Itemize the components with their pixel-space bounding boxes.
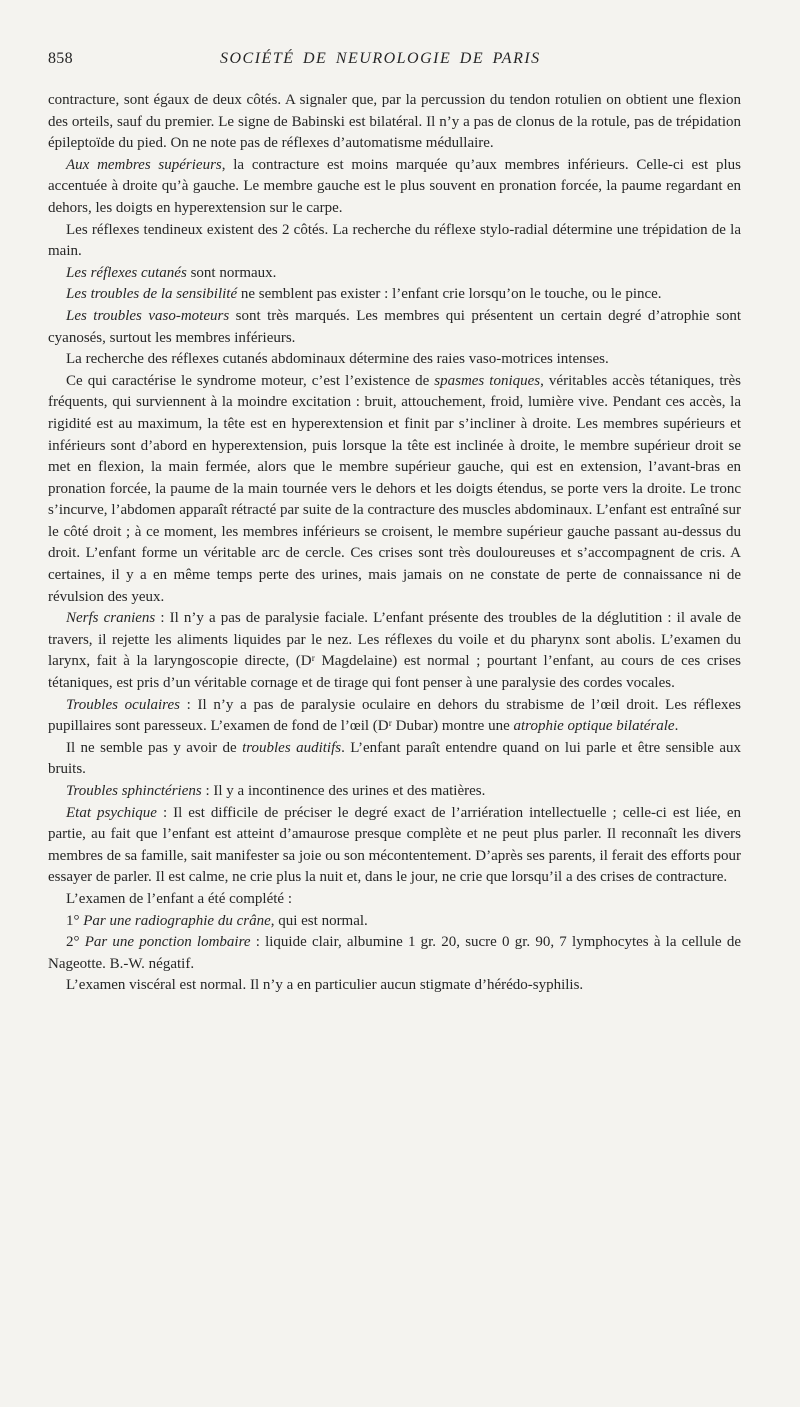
text-run: Ce qui caractérise le syndrome moteur, c’est l’existence de <box>66 372 435 389</box>
italic-text: Par une ponction lombaire <box>84 934 251 951</box>
paragraph <box>48 90 741 155</box>
italic-text: Nerfs craniens <box>66 610 156 627</box>
italic-text: Les réflexes cutanés <box>66 264 187 281</box>
text-run: Il ne semble pas y avoir de <box>66 739 243 756</box>
text-run: 2° <box>66 934 85 951</box>
paragraph <box>48 803 741 889</box>
italic-text: Etat psychique <box>66 804 157 821</box>
paragraph <box>48 306 741 349</box>
paragraph <box>48 975 741 997</box>
text-run: sont très marqués. Les membres qui présentent un certain degré d’atrophie sont cyanosés, surtout les membres inférieurs. <box>48 307 741 346</box>
text-run: sont normaux. <box>186 264 277 281</box>
article-body <box>48 90 741 997</box>
text-run: L’examen de l’enfant a été complété : <box>66 890 293 907</box>
text-run: : Il est difficile de préciser le degré exact de l’arriération intellectuelle ; celle-ci est liée, en partie, au fait que l’enfant est atteint d’amaurose presque complète et ne peut plus parler. Il reconnaît les divers membres de sa famille, sait manifester sa joie ou son mécontentement. D’après ses parents, il ferait des efforts pour essayer de parler. Il est calme, ne crie plus la nuit et, dans le jour, ne crie que lorsqu’il a des crises de contracture. <box>48 804 742 886</box>
text-run: 1° <box>66 912 84 929</box>
paragraph <box>48 155 741 220</box>
paragraph <box>48 263 741 285</box>
text-run: , qui est normal. <box>270 912 368 929</box>
paragraph <box>48 932 741 975</box>
italic-text: Les troubles vaso-moteurs <box>66 307 230 324</box>
text-run: : Il y a incontinence des urines et des matières. <box>201 783 486 799</box>
paragraph <box>48 889 741 911</box>
paragraph <box>48 781 741 803</box>
text-run: : Il n’y a pas de paralysie oculaire en dehors du strabisme de l’œil droit. Les réflexes pupillaires sont paresseux. L’examen de fond de l’œil (Dʳ Dubar) montre une <box>48 696 741 735</box>
text-run: L’examen viscéral est normal. Il n’y a en particulier aucun stigmate d’hérédo-syphilis. <box>66 977 584 994</box>
italic-text: Par une radiographie du crâne <box>83 912 271 929</box>
page-header <box>48 50 742 72</box>
text-run: . <box>674 718 679 735</box>
paragraph <box>48 284 741 306</box>
paragraph <box>48 371 741 609</box>
text-run: La recherche des réflexes cutanés abdominaux détermine des raies vaso-motrices intenses. <box>66 351 609 368</box>
paragraph <box>48 695 741 738</box>
italic-text: Troubles sphinctériens <box>66 783 202 799</box>
italic-text: Les troubles de la sensibilité <box>66 286 238 303</box>
italic-text: Aux membres supérieurs <box>66 156 222 173</box>
italic-text: Troubles oculaires <box>66 696 180 713</box>
paragraph <box>48 608 741 694</box>
text-run: , véritables accès tétaniques, très fréquents, qui surviennent à la moindre excitation : bruit, attouchement, froid, lumière vive. Pendant ces accès, la rigidité est au maximum, la tête est en hyperextension et finit par s’incliner à droite. Les membres supérieurs et inférieurs sont d’abord en hyperextension, puis lorsque la tête est inclinée à droite, le membre supérieur droit se met en flexion, la main fermée, alors que le membre supérieur gauche, qui est en extension, l’avant-bras en pronation forcée, la paume de la main tournée vers le dehors et les doigts étendus, se porte vers la droite. Le tronc s’incurve, l’abdomen apparaît rétracté par suite de la contracture des muscles abdominaux. L’enfant est entraîné sur le côté droit ; à ce moment, les membres inférieurs se croisent, le membre supérieur gauche passant au-dessus du droit. L’enfant forme un véritable arc de cercle. Ces crises sont très douloureuses et s’accompagnent de cris. A certaines, il y a en même temps perte des urines, mais jamais on ne constate de perte de connaissance ni de révulsion des yeux. <box>48 372 742 605</box>
page-number: 858 <box>48 50 73 67</box>
running-title: SOCIÉTÉ DE NEUROLOGIE DE PARIS <box>220 50 541 67</box>
text-run: Les réflexes tendineux existent des 2 côtés. La recherche du réflexe stylo-radial détermine une trépidation de la main. <box>48 221 741 260</box>
text-run: , la contracture est moins marquée qu’aux membres inférieurs. Celle-ci est plus accentuée à droite qu’à gauche. Le membre gauche est le plus souvent en pronation forcée, la paume regardant en dehors, les doigts en hyperextension sur le carpe. <box>48 156 741 216</box>
text-run: . L’enfant paraît entendre quand on lui parle et être sensible aux bruits. <box>48 739 741 778</box>
italic-text: troubles auditifs <box>242 739 342 756</box>
italic-text: atrophie optique bilatérale <box>513 718 675 735</box>
text-run: : Il n’y a pas de paralysie faciale. L’enfant présente des troubles de la déglutition : il avale de travers, il rejette les aliments liquides par le nez. Les réflexes du voile et du pharynx sont abolis. L’examen du larynx, fait à la laryngoscopie directe, (Dʳ Magdelaine) est normal ; pourtant l’enfant, au cours de ces crises tétaniques, est pris d’un véritable cornage et de tirage qui font penser à une paralysie des cordes vocales. <box>48 610 741 692</box>
text-run: contracture, sont égaux de deux côtés. A signaler que, par la percussion du tendon rotulien on obtient une flexion des orteils, sauf du premier. Le signe de Babinski est bilatéral. Il n’y a pas de clonus de la rotule, pas de trépidation épileptoïde du pied. On ne note pas de réflexes d’automatisme médullaire. <box>48 92 741 152</box>
paragraph <box>48 738 741 781</box>
paragraph <box>48 911 741 933</box>
text-run: ne semblent pas exister : l’enfant crie lorsqu’on le touche, ou le pince. <box>237 286 662 303</box>
text-run: : liquide clair, albumine 1 gr. 20, sucre 0 gr. 90, 7 lymphocytes à la cellule de Nageotte. B.-W. négatif. <box>48 934 742 972</box>
italic-text: spasmes toniques <box>434 372 541 389</box>
paragraph <box>48 220 741 263</box>
paragraph <box>48 349 741 371</box>
